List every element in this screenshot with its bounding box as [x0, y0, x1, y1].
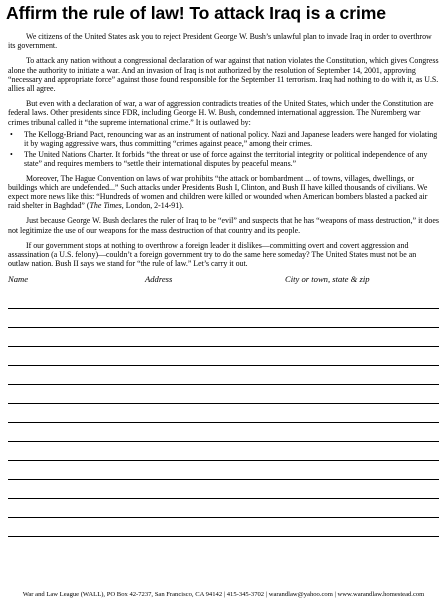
signature-line: [8, 442, 439, 461]
paragraph-hague-end: , London, 2-14-91).: [121, 201, 184, 211]
signature-line: [8, 480, 439, 499]
paragraph-constitution: To attack any nation without a congressional declaration of war against that nation violates the Constitution, which gives Congress alone the authority to initiate a war. And an invasion of Iraq is not authorized by the resolution of September 14, 2001, approving “necessary and appropriate force” against those found responsible for the September 11 terrorism. Iraq had nothing to do with it, as U.S. allies all agree.: [8, 56, 439, 94]
signature-column-address: Address: [145, 274, 173, 285]
paragraph-intro: We citizens of the United States ask you to reject President George W. Bush’s unlawful plan to invade Iraq in order to overthrow its government.: [8, 32, 432, 51]
source-citation: The Times: [89, 201, 122, 211]
page-title: Affirm the rule of law! To attack Iraq is a crime: [6, 3, 386, 23]
signature-column-name: Name: [8, 274, 29, 285]
list-item: [8, 150, 439, 168]
signature-column-city: City or town, state & zip: [285, 274, 370, 285]
signature-line: [8, 366, 439, 385]
bullet-icon: •: [10, 129, 13, 139]
treaty-list: [8, 130, 439, 169]
paragraph-weapons: Just because George W. Bush declares the ruler of Iraq to be “evil” and suspects that he has “weapons of mass destruction,” it does not legitimize the use of our weapons for the mass destruction of that country and its people.: [8, 216, 439, 235]
paragraph-outlaw-nation: If our government stops at nothing to overthrow a foreign leader it dislikes—committing overt and covert aggression and assassination (a U.S. felony)—couldn’t a foreign government try to do the same here someday? The United States must not be an outlaw nation. Bush II says we stand for “the rule of law.” Let’s carry it out.: [8, 240, 417, 269]
signature-line: [8, 309, 439, 328]
paragraph-hague: [8, 174, 439, 211]
signature-line: [8, 328, 439, 347]
signature-line: [8, 347, 439, 366]
signature-line: [8, 404, 439, 423]
paragraph-treaties: But even with a declaration of war, a war of aggression contradicts treaties of the United States, which under the Constitution are federal laws. Other presidents since FDR, including George H. W. Bush, condemned international aggression. The Nuremberg war crimes tribunal called it “the supreme international crime.” It is outlawed by:: [8, 99, 434, 127]
signature-line: [8, 518, 439, 537]
paragraph-hague-text: Moreover, The Hague Convention on laws of war prohibits “the attack or bombardment ... of towns, villages, dwellings, or buildings which are undefended...” Such attacks under Presidents Bush I, Clinton, and Bush II have killed thousands of civilians. We expect more news like this: “Hundreds of women and children were killed or wounded when American bombers blasted a packed air raid shelter in Baghdad” (: [8, 173, 428, 211]
footer-contact: War and Law League (WALL), PO Box 42-7237, San Francisco, CA 94142 | 415-345-3702 | warandlaw@yahoo.com | www.warandlaw.homestead.com: [22, 591, 425, 598]
list-item: [8, 130, 439, 148]
signature-line: [8, 499, 439, 518]
petition-body: [8, 32, 439, 268]
signature-header: [8, 274, 439, 284]
list-item-text: The United Nations Charter. It forbids “the threat or use of force against the territorial integrity or political independence of any state” and requires members to “settle their international disputes by peaceful means.”: [24, 150, 428, 169]
list-item-text: The Kellogg-Briand Pact, renouncing war as an instrument of national policy. Nazi and Japanese leaders were hanged for violating it by waging aggressive wars, thus committing “crimes against peace,” among their crimes.: [24, 129, 438, 149]
signature-lines: [8, 290, 439, 537]
signature-line: [8, 461, 439, 480]
signature-line: [8, 290, 439, 309]
signature-line: [8, 385, 439, 404]
signature-line: [8, 423, 439, 442]
bullet-icon: •: [10, 150, 13, 160]
